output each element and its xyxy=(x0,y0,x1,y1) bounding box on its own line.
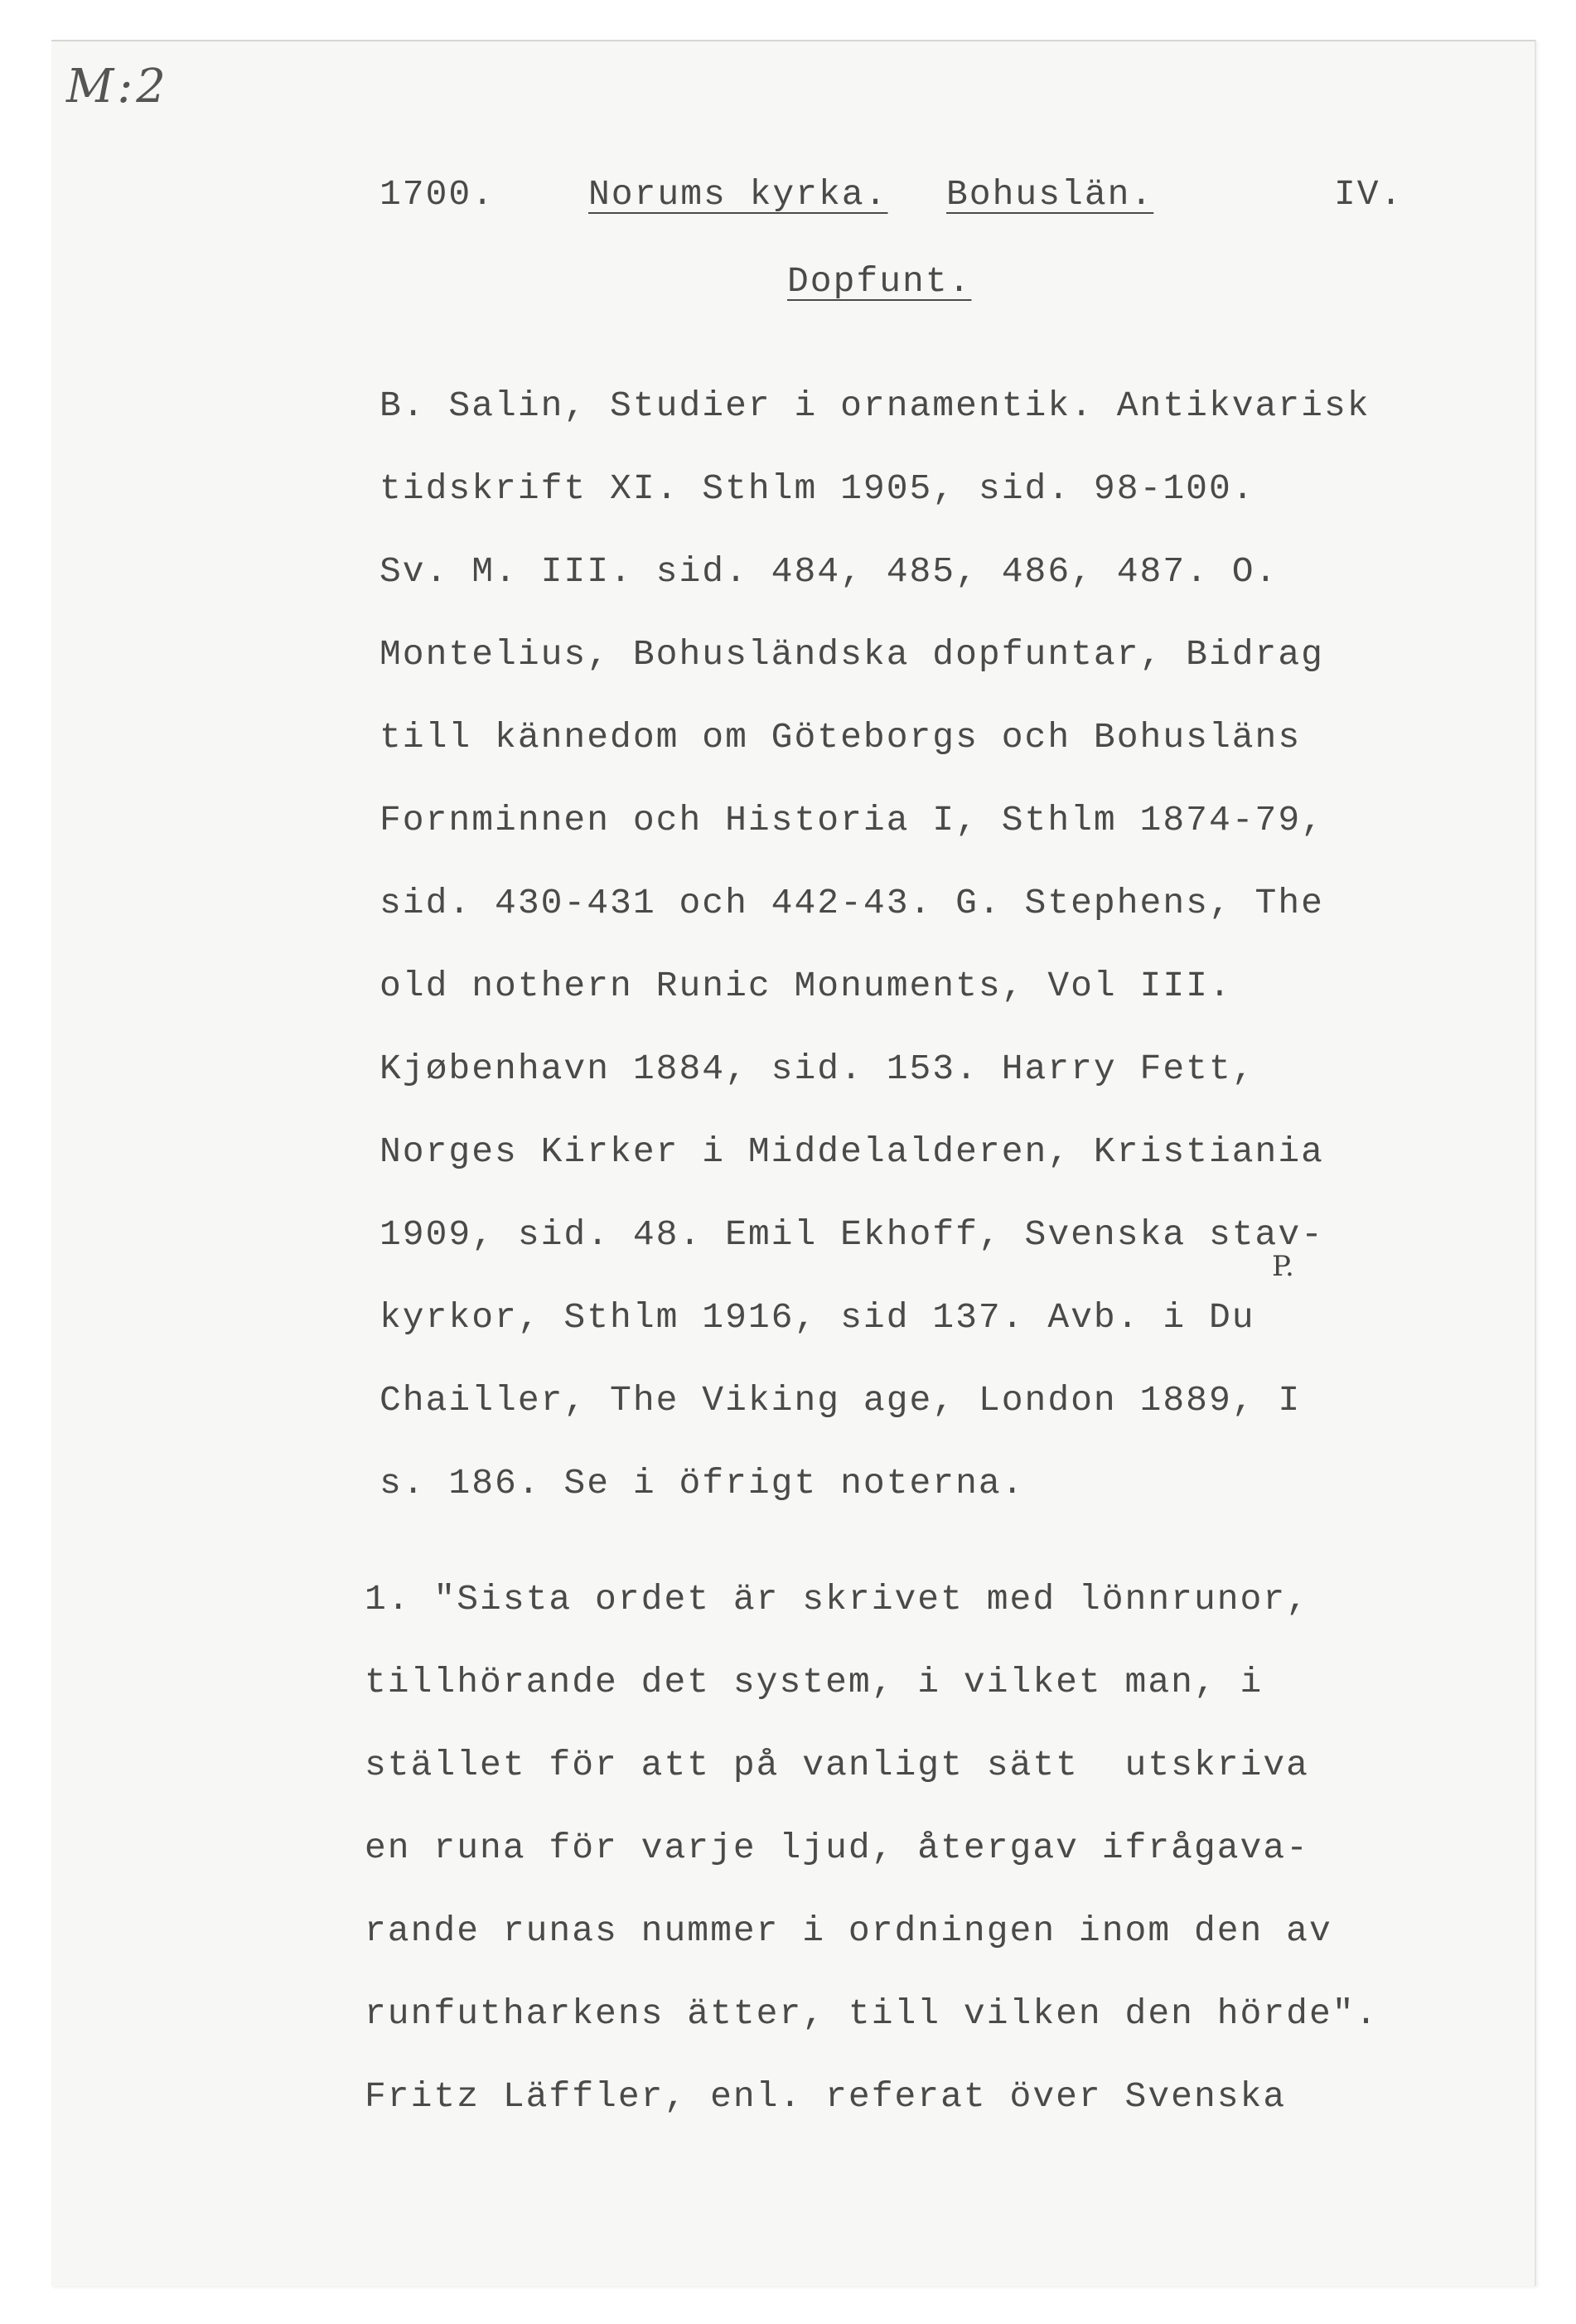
header-church: Norums kyrka. xyxy=(588,174,888,215)
references-block xyxy=(379,365,1540,1525)
references-line: B. Salin, Studier i ornamentik. Antikvarisk xyxy=(379,385,1371,426)
references-line: Chailler, The Viking age, London 1889, I xyxy=(379,1380,1302,1421)
card-header xyxy=(0,174,1576,224)
notes-line: stället för att på vanligt sätt utskriva xyxy=(365,1745,1309,1785)
notes-line: en runa för varje ljud, återgav ifrågava- xyxy=(365,1828,1309,1868)
references-line: Fornminnen och Historia I, Sthlm 1874-79, xyxy=(379,800,1324,840)
references-line: Norges Kirker i Middelalderen, Kristiania xyxy=(379,1131,1324,1172)
references-line: Sv. M. III. sid. 484, 485, 486, 487. O. xyxy=(379,551,1279,592)
notes-line: tillhörande det system, i vilket man, i xyxy=(365,1662,1264,1702)
references-line: Kjøbenhavn 1884, sid. 153. Harry Fett, xyxy=(379,1048,1255,1089)
handwritten-annotation: P. xyxy=(1272,1250,1294,1283)
references-line: 1909, sid. 48. Emil Ekhoff, Svenska stav- xyxy=(379,1214,1324,1255)
references-line: tidskrift XI. Sthlm 1905, sid. 98-100. xyxy=(379,468,1255,509)
notes-line: Fritz Läffler, enl. referat över Svenska xyxy=(365,2076,1287,2117)
header-year: 1700. xyxy=(379,174,496,215)
references-line: sid. 430-431 och 442-43. G. Stephens, The xyxy=(379,883,1324,923)
references-line: s. 186. Se i öfrigt noterna. xyxy=(379,1463,1025,1503)
notes-block xyxy=(365,1558,1541,2138)
references-line: kyrkor, Sthlm 1916, sid 137. Avb. i Du xyxy=(379,1297,1255,1338)
subheading: Dopfunt. xyxy=(787,261,972,302)
notes-line: 1. "Sista ordet är skrivet med lönnrunor, xyxy=(365,1579,1309,1620)
references-line: Montelius, Bohusländska dopfuntar, Bidrag xyxy=(379,634,1324,675)
references-line: till kännedom om Göteborgs och Bohusläns xyxy=(379,717,1302,758)
header-number: IV. xyxy=(1334,174,1404,215)
notes-line: runfutharkens ätter, till vilken den hörde". xyxy=(365,1993,1379,2034)
notes-line: rande runas nummer i ordningen inom den av xyxy=(365,1910,1332,1951)
shelf-mark: M:2 xyxy=(66,60,169,114)
references-line: old nothern Runic Monuments, Vol III. xyxy=(379,966,1232,1006)
header-province: Bohuslän. xyxy=(946,174,1154,215)
